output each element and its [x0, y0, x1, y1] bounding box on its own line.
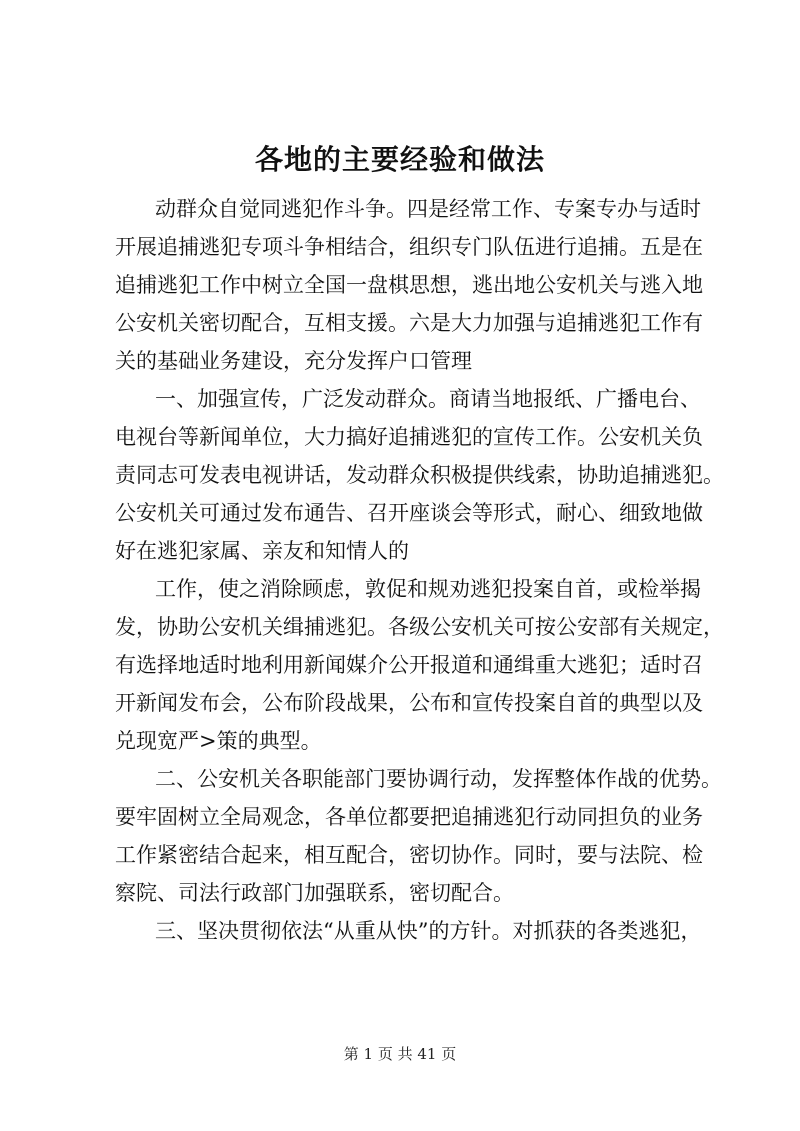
body-line: 察院、司法行政部门加强联系，密切配合。 — [115, 881, 514, 905]
document-title: 各地的主要经验和做法 — [254, 143, 545, 176]
body-line: 公安机关密切配合，互相支援。六是大力加强与追捕逃犯工作有 — [115, 311, 703, 335]
body-line: 动群众自觉同逃犯作斗争。四是经常工作、专案专办与适时 — [155, 197, 701, 221]
page-footer: 第 1 页 共 41 页 — [343, 1045, 457, 1063]
body-line: 工作，使之消除顾虑，敦促和规劝逃犯投案自首，或检举揭 — [155, 577, 701, 601]
body-line: 公安机关可通过发布通告、召开座谈会等形式，耐心、细致地做 — [115, 501, 703, 525]
body-line: 责同志可发表电视讲话，发动群众积极提供线索，协助追捕逃犯。 — [115, 463, 724, 487]
body-line: 开展追捕逃犯专项斗争相结合，组织专门队伍进行追捕。五是在 — [115, 235, 703, 259]
body-line: 要牢固树立全局观念，各单位都要把追捕逃犯行动同担负的业务 — [115, 805, 703, 829]
body-line: 工作紧密结合起来，相互配合，密切协作。同时，要与法院、检 — [115, 843, 703, 867]
body-line: 关的基础业务建设，充分发挥户口管理 — [115, 349, 472, 373]
body-line: 开新闻发布会，公布阶段战果，公布和宣传投案自首的典型以及 — [115, 691, 703, 715]
body-line: 好在逃犯家属、亲友和知情人的 — [115, 539, 409, 563]
body-line: 有选择地适时地利用新闻媒介公开报道和通缉重大逃犯；适时召 — [115, 653, 703, 677]
body-line: 二、公安机关各职能部门要协调行动，发挥整体作战的优势。 — [155, 767, 722, 791]
body-line: 兑现宽严>策的典型。 — [115, 729, 322, 753]
body-line: 追捕逃犯工作中树立全国一盘棋思想，逃出地公安机关与逃入地 — [115, 273, 703, 297]
body-line: 电视台等新闻单位，大力搞好追捕逃犯的宣传工作。公安机关负 — [115, 425, 703, 449]
body-line: 发，协助公安机关缉捕逃犯。各级公安机关可按公安部有关规定， — [115, 615, 724, 639]
body-line: 三、坚决贯彻依法“从重从快”的方针。对抓获的各类逃犯， — [155, 919, 702, 943]
body-line: 一、加强宣传，广泛发动群众。商请当地报纸、广播电台、 — [155, 387, 701, 411]
